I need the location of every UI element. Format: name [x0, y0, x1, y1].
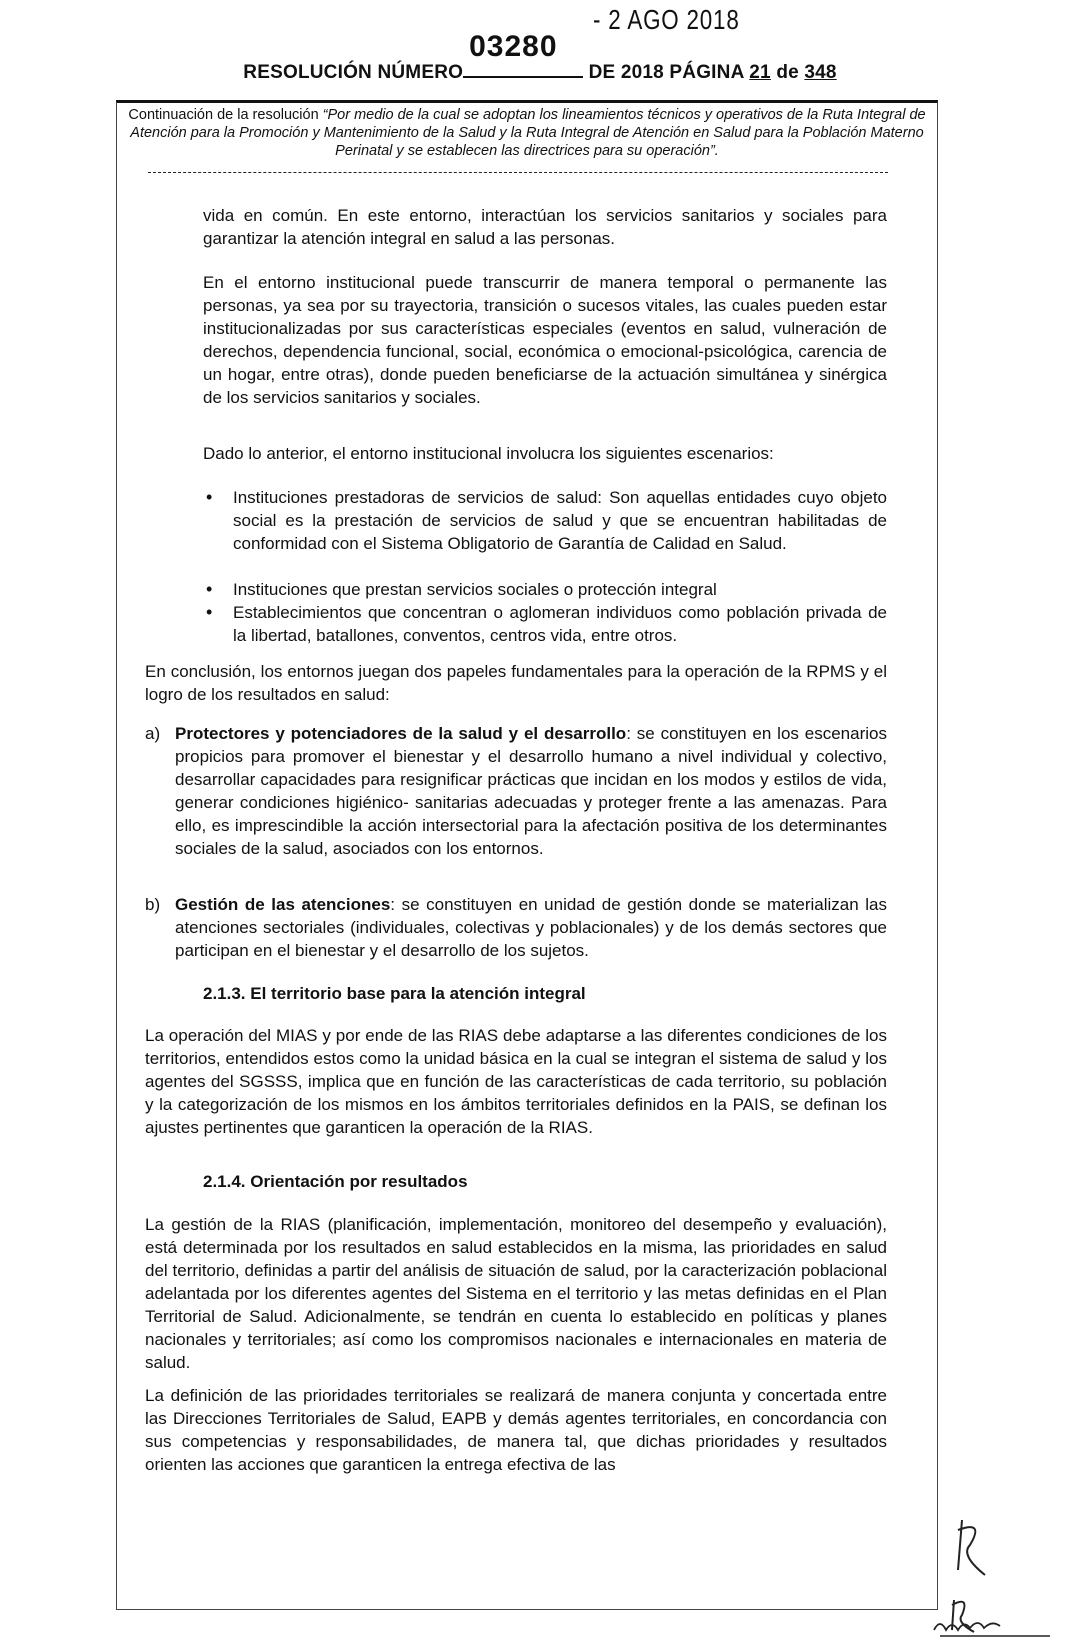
resolution-number: 03280: [469, 30, 558, 63]
item-text: : se constituyen en unidad de gestión donde se materializan las atenciones sectoriales (individuales, colectivas y poblacionales) y de los demás sectores que participan en el bienestar y el desarrollo de los sujetos.: [175, 895, 887, 960]
paragraph: La gestión de la RIAS (planificación, implementación, monitoreo del desempeño y evaluación), está determinada por los resultados en salud establecidos en la misma, las prioridades en salud del territorio, definidas a partir del análisis de situación de salud, por la caracterización poblacional adelantada por los diferentes agentes del Sistema en el territorio y las metas definidas en el Plan Territorial de Salud. Adicionalmente, se tendrán en cuenta lo establecido en políticas y planes nacionales y territoriales; así como los compromisos nacionales e internacionales en materia de salud.: [145, 1215, 887, 1372]
item-label: a): [145, 724, 161, 743]
paragraph: En conclusión, los entornos juegan dos papeles fundamentales para la operación de la RPMS y el logro de los resultados en salud:: [145, 662, 887, 704]
list-item: • Establecimientos que concentran o aglomeran individuos como población privada de la libertad, batallones, conventos, centros vida, entre otros.: [203, 601, 887, 647]
paragraph: vida en común. En este entorno, interactúan los servicios sanitarios y sociales para garantizar la atención integral en salud a las personas.: [203, 206, 887, 248]
item-lead: Protectores y potenciadores de la salud y el desarrollo: [175, 724, 627, 743]
continuation-prefix: Continuación de la resolución: [128, 107, 323, 123]
resolution-header: [0, 30, 1080, 84]
paragraph: En el entorno institucional puede transcurrir de manera temporal o permanente las personas, ya sea por su trayectoria, transición o sucesos vitales, las cuales pueden estar institucionalizadas por sus características especiales (eventos en salud, vulneración de derechos, dependencia funcional, social, económica o emocional-psicológica, carencia de un hogar, entre otras), donde pueden beneficiarse de la actuación simultánea y sinérgica de los servicios sanitarios y sociales.: [203, 273, 887, 407]
paragraph: Dado lo anterior, el entorno institucional involucra los siguientes escenarios:: [203, 444, 774, 463]
year-label: DE 2018 PÁGINA: [588, 62, 744, 83]
page-number: 21: [749, 62, 771, 83]
handwritten-signature: [930, 1610, 1020, 1640]
list-item-b: [145, 893, 887, 962]
paragraph: La operación del MIAS y por ende de las RIAS debe adaptarse a las diferentes condiciones de los territorios, entendidos estos como la unidad básica en la cual se integran el sistema de salud y los agentes del SGSSS, implica que en función de las características de cada territorio, su población y la categorización de los mismos en los ámbitos territoriales definidos en la PAIS, se definan los ajustes pertinentes que garanticen la operación de la RIAS.: [145, 1026, 887, 1137]
section-heading: 2.1.3. El territorio base para la atención integral: [203, 984, 586, 1003]
list-item: • Instituciones que prestan servicios sociales o protección integral: [203, 578, 887, 601]
total-pages: 348: [804, 62, 837, 83]
item-text: : se constituyen en los escenarios propicios para promover el bienestar y el desarrollo humano a nivel individual y colectivo, desarrollar capacidades para resignificar prácticas que incidan en los modos y estilos de vida, generar condiciones higiénico- sanitarias adecuadas y proteger frente a las amenazas. Para ello, es imprescindible la acción intersectorial para la afectación positiva de los determinantes sociales de la salud, asociados con los entornos.: [175, 724, 887, 858]
of-label: de: [776, 62, 799, 83]
resolution-number-field: [463, 30, 583, 78]
dashed-divider: [148, 172, 888, 173]
item-label: b): [145, 895, 161, 914]
paragraph: La definición de las prioridades territoriales se realizará de manera conjunta y concertada entre las Direcciones Territoriales de Salud, EAPB y demás agentes territoriales, en concordancia con sus competencias y responsabilidades, de manera tal, que dichas prioridades y resultados orienten las acciones que garanticen la entrega efectiva de las: [145, 1386, 887, 1474]
continuation-note: [120, 106, 934, 160]
continuation-title: “Por medio de la cual se adoptan los lineamientos técnicos y operativos de la Ruta Integral de Atención para la Promoción y Mantenimiento de la Salud y la Ruta Integral de Atención en Salud para la Población Materno Perinatal y se establecen las directrices para su operación”.: [130, 107, 926, 159]
list-item: • Instituciones prestadoras de servicios de salud: Son aquellas entidades cuyo objeto social es la prestación de servicios de salud y que se encuentran habilitadas de conformidad con el Sistema Obligatorio de Garantía de Calidad en Salud.: [203, 486, 887, 555]
date-stamp: - 2 AGO 2018: [593, 4, 740, 35]
list-item-a: [145, 722, 887, 860]
section-heading: 2.1.4. Orientación por resultados: [203, 1172, 468, 1191]
resolution-label: RESOLUCIÓN NÚMERO: [243, 62, 464, 83]
item-lead: Gestión de las atenciones: [175, 895, 391, 914]
